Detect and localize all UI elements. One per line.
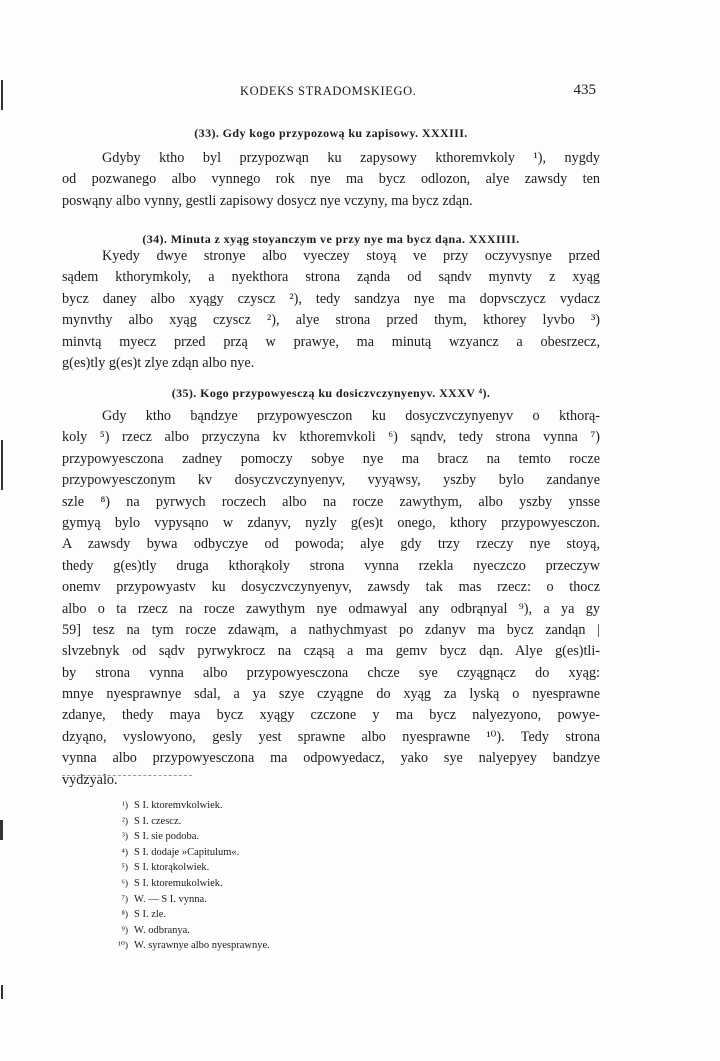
footnotes — [108, 798, 270, 954]
text-line: przypowyesczonym kv dosyczvczynyenyv, vyyąwsy, yszby bylo zandanye — [62, 472, 600, 489]
footnote-text: S I. ktorąkolwiek. — [134, 862, 210, 874]
page-number: 435 — [573, 82, 596, 98]
footnote — [108, 923, 270, 939]
footnote-mark: ⁷) — [121, 894, 128, 905]
text-line: koly ⁵) rzecz albo przyczyna kv kthoremvkoli ⁶) sąndv, tedy strona vynna ⁷) — [62, 429, 600, 446]
section-text-35 — [62, 406, 600, 791]
footnote-mark: ¹⁰) — [118, 941, 128, 952]
footnote-text: W. syrawnye albo nyesprawnye. — [134, 940, 270, 952]
section-text-34 — [62, 246, 600, 374]
footnote — [108, 845, 270, 861]
page-header — [62, 84, 600, 106]
text-line: sądem kthorymkoly, a nyekthora strona ząnda od sąndv mynvty z xyąg — [62, 269, 600, 286]
footnote-text: S I. ktoremvkolwiek. — [134, 800, 223, 811]
text-line: onemv przypowyastv ku dosyczvczynyenyv, zawsdy tak mas rzecz: o thocz — [62, 579, 600, 596]
footnote-divider — [62, 775, 192, 776]
text-line: gymyą bylo vypysąno w zdanyv, nyzly g(es)t onego, kthory przypowyesczon. — [62, 514, 600, 531]
footnote — [108, 907, 270, 923]
scan-margin-mark — [1, 80, 3, 110]
footnote — [108, 938, 270, 954]
section-heading-33: (33). Gdy kogo przypozową ku zapisowy. XXXIII. — [194, 126, 468, 140]
footnote — [108, 829, 270, 845]
footnote-text: W. odbranya. — [134, 924, 190, 936]
text-line: 59] tesz na tym rocze zdawąm, a nathychmyast po zdanyv ma bycz zandąn | — [62, 621, 600, 638]
footnote-text: W. — S I. vynna. — [134, 893, 207, 905]
footnote-text: S I. sie podoba. — [134, 831, 200, 843]
text-line: przypowyesczona zadney pomoczy sobye nye ma bracz na temto rocze — [62, 450, 600, 467]
text-line: thedy g(es)tly druga kthorąkoly strona vynna rzekla nyeczczo przeczyw — [62, 557, 600, 574]
footnote-text: S I. ktoremukolwiek. — [134, 877, 223, 889]
footnote — [108, 876, 270, 892]
running-title: KODEKS STRADOMSKIEGO. — [240, 84, 417, 98]
section-heading-35: (35). Kogo przypowyesczą ku dosiczvczynyenyv. XXXV ⁴). — [171, 386, 491, 400]
footnote — [108, 798, 270, 814]
footnote-mark: ⁴) — [121, 847, 128, 858]
text-line: vydzyalo. — [62, 771, 118, 788]
footnote-mark: ⁸) — [121, 910, 128, 921]
footnote-text: S I. czescz. — [134, 815, 182, 827]
text-line: slvzebnyk od sądv pyrwykrocz na cząsą a ma gemv bycz dąn. Alye g(es)tli- — [62, 643, 600, 660]
text-line: Gdy ktho bąndzye przypowyesczon ku dosyczvczynyenyv o kthorą- — [102, 408, 600, 424]
text-line: bycz daney albo xyągy czyscz ²), tedy sandzya nye ma dopvsczycz vydacz — [62, 290, 600, 307]
footnote-mark: ⁹) — [121, 925, 128, 936]
text-line: minvtą myecz przed przą w prawye, ma minutą wzyancz a obesrzecz, — [62, 333, 600, 350]
footnote-mark: ⁶) — [121, 878, 128, 889]
text-line: poswąny albo vynny, gestli zapisowy dosycz nye vczyny, ma bycz zdąn. — [62, 192, 473, 209]
scan-margin-mark — [1, 985, 3, 999]
text-line: mnye nyesprawnye sdal, a ya szye czyągne do xyąg za lyską o nyesprawne — [62, 686, 600, 703]
section-heading-34: (34). Minuta z xyąg stoyanczym ve przy nye ma bycz dąna. XXXIIII. — [142, 232, 520, 246]
text-line: vynna albo przypowyesczona ma odpowyedacz, yako sye nalyepyey bandzye — [62, 750, 600, 767]
text-line: zdanye, thedy maya bycz xyągy czczone y ma bycz nalyezyono, powye- — [62, 707, 600, 724]
text-line: A zawsdy bywa odbyczye od powoda; alye gdy trzy rzeczy nye stoyą, — [62, 536, 600, 553]
text-line: by strona vynna albo przypowyesczona chcze sye czyągnącz do xyąg: — [62, 664, 600, 681]
text-line: Kyedy dwye stronye albo vyeczey stoyą ve przy oczyvysnye przed — [102, 248, 600, 264]
footnote-mark: ⁵) — [121, 863, 128, 874]
text-line: Gdyby ktho byl przypozwąn ku zapysowy kthoremvkoly ¹), nygdy — [102, 150, 600, 166]
footnote-text: S I. zle. — [134, 909, 167, 921]
footnote-mark: ²) — [121, 816, 128, 827]
scan-margin-mark — [1, 440, 3, 490]
footnote-mark: ¹) — [121, 801, 128, 811]
footnote — [108, 892, 270, 908]
text-line: dzyąno, vyslowyono, gesly yest sprawne albo nyesprawne ¹⁰). Tedy strona — [62, 728, 600, 745]
footnote-mark: ³) — [121, 832, 128, 843]
text-line: szle ⁸) na pyrwych roczech albo na rocze zawythym, albo yszby ynsse — [62, 493, 600, 510]
footnote-text: S I. dodaje »Capitulum«. — [134, 846, 240, 858]
scan-margin-mark — [0, 820, 3, 840]
section-text-33 — [62, 148, 600, 212]
footnote — [108, 860, 270, 876]
text-line: od pozwanego albo vynnego rok nye ma bycz odlozon, alye zawsdy ten — [62, 171, 600, 188]
text-line: albo o ta rzecz na rocze zawythym nye odmawyal any odbrąnyal ⁹), a ya gy — [62, 600, 600, 617]
text-line: g(es)tly g(es)t zlye zdąn albo nye. — [62, 354, 255, 371]
footnote — [108, 814, 270, 830]
text-line: mynvthy albo xyąg czyscz ²), alye strona przed thym, kthorey lyvbo ³) — [62, 312, 600, 329]
